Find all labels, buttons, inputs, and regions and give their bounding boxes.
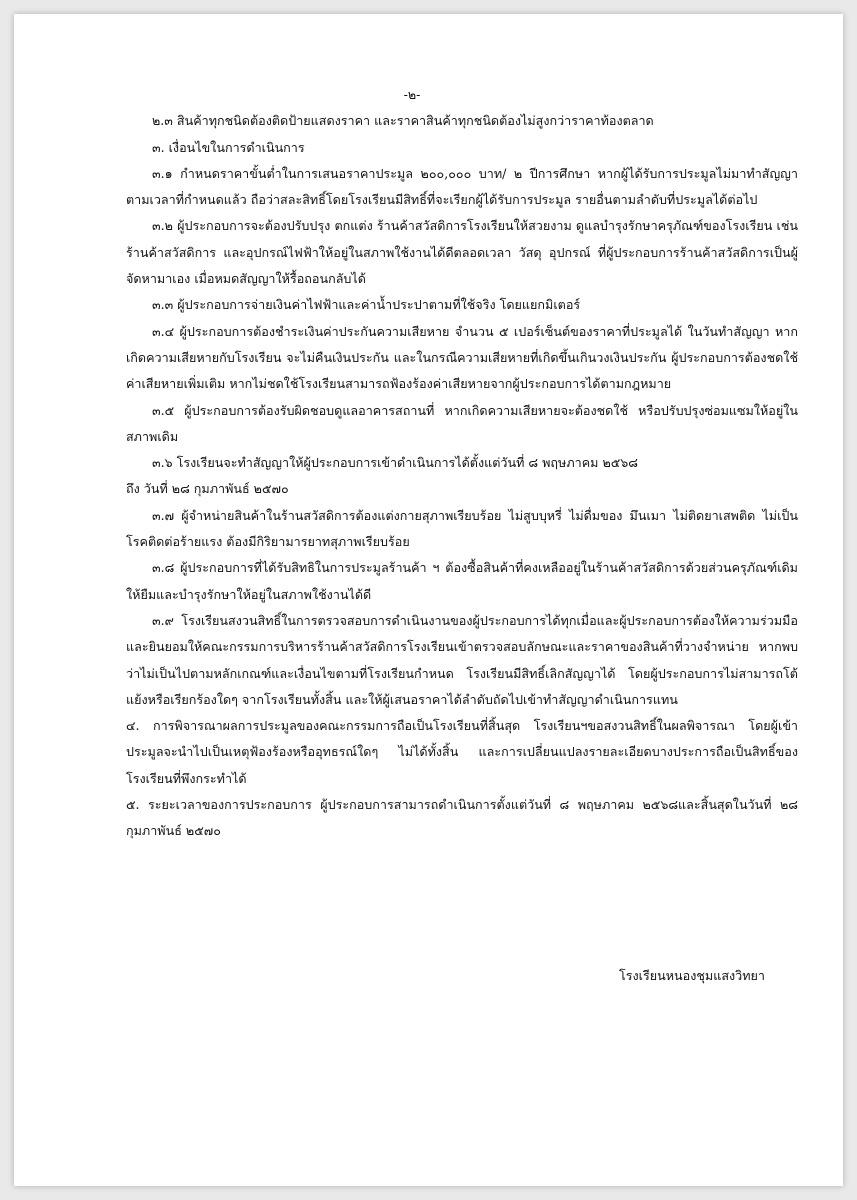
item-3-6-continued: ถึง วันที่ ๒๘ กุมภาพันธ์ ๒๕๗๐ [126, 481, 289, 497]
item-3-6: ๓.๖ โรงเรียนจะทำสัญญาให้ผู้ประกอบการเข้าดำเนินการได้ตั้งแต่วันที่ ๘ พฤษภาคม ๒๕๖๘ [152, 455, 639, 471]
item-3-8: ๓.๘ ผู้ประกอบการที่ได้รับสิทธิในการประมูลร้านค้า ฯ ต้องซื้อสินค้าที่คงเหลืออยู่ในร้านค้าสวัสดิการด้วยส่วนครุภัณฑ์เดิมให้ยืมและบำรุงรักษาให้อยู่ในสภาพใช้งานได้ดี [126, 560, 798, 602]
document-body [126, 82, 798, 845]
item-3-2: ๓.๒ ผู้ประกอบการจะต้องปรับปรุง ตกแต่ง ร้านค้าสวัสดิการโรงเรียนให้สวยงาม ดูแลบำรุงรักษาครุภัณฑ์ของโรงเรียน เช่น ร้านค้าสวัสดิการ และอุปกรณ์ไฟฟ้าให้อยู่ในสภาพใช้งานได้ดีตลอดเวลา วัสดุ อุปกรณ์ ที่ผู้ประกอบการร้านค้าสวัสดิการเป็นผู้จัดหามาเอง เมื่อหมดสัญญาให้รื้อถอนกลับได้ [126, 218, 798, 287]
item-3-9: ๓.๙ โรงเรียนสงวนสิทธิ์ในการตรวจสอบการดำเนินงานของผู้ประกอบการได้ทุกเมื่อและผู้ประกอบการต้องให้ความร่วมมือ และยินยอมให้คณะกรรมการบริหารร้านค้าสวัสดิการโรงเรียนเข้าตรวจสอบลักษณะและราคาของสินค้าที่วางจำหน่าย หากพบว่าไม่เป็นไปตามหลักเกณฑ์และเงื่อนไขตามที่โรงเรียนกำหนด โรงเรียนมีสิทธิ์เลิกสัญญาได้ โดยผู้ประกอบการไม่สามารถโต้แย้งหรือเรียกร้องใดๆ จากโรงเรียนทั้งสิ้น และให้ผู้เสนอราคาได้ลำดับถัดไปเข้าทำสัญญาดำเนินการแทน [126, 612, 798, 707]
item-3-5: ๓.๕ ผู้ประกอบการต้องรับผิดชอบดูแลอาคารสถานที่ หากเกิดความเสียหายจะต้องชดใช้ หรือปรับปรุงซ่อมแซมให้อยู่ในสภาพเดิม [126, 402, 798, 444]
section-5: ๕. ระยะเวลาของการประกอบการ ผู้ประกอบการสามารถดำเนินการตั้งแต่วันที่ ๘ พฤษภาคม ๒๕๖๘และสิ้นสุดในวันที่ ๒๘ กุมภาพันธ์ ๒๕๗๐ [126, 797, 798, 839]
item-3-4: ๓.๔ ผู้ประกอบการต้องชำระเงินค่าประกันความเสียหาย จำนวน ๕ เปอร์เซ็นต์ของราคาที่ประมูลได้ ในวันทำสัญญา หากเกิดความเสียหายกับโรงเรียน จะไม่คืนเงินประกัน และในกรณีความเสียหายที่เกิดขึ้นเกินวงเงินประกัน ผู้ประกอบการต้องชดใช้ค่าเสียหายเพิ่มเติม หากไม่ชดใช้โรงเรียนสามารถฟ้องร้องค่าเสียหายจากผู้ประกอบการได้ตามกฎหมาย [126, 323, 798, 392]
item-2-3: ๒.๓ สินค้าทุกชนิดต้องติดป้ายแสดงราคา และราคาสินค้าทุกชนิดต้องไม่สูงกว่าราคาท้องตลาด [152, 113, 654, 129]
school-signature: โรงเรียนหนองชุมแสงวิทยา [619, 968, 765, 983]
item-3-3: ๓.๓ ผู้ประกอบการจ่ายเงินค่าไฟฟ้าและค่าน้ำประปาตามที่ใช้จริง โดยแยกมิเตอร์ [152, 297, 581, 313]
item-3-7: ๓.๗ ผู้จำหน่ายสินค้าในร้านสวัสดิการต้องแต่งกายสุภาพเรียบร้อย ไม่สูบบุหรี่ ไม่ดื่มของ มึนเมา ไม่ติดยาเสพติด ไม่เป็นโรคติดต่อร้ายแรง ต้องมีกิริยามารยาทสุภาพเรียบร้อย [126, 507, 798, 550]
section-3-heading: ๓. เงื่อนไขในการดำเนินการ [152, 139, 305, 155]
item-3-1: ๓.๑ กำหนดราคาขั้นต่ำในการเสนอราคาประมูล ๒๐๐,๐๐๐ บาท/ ๒ ปีการศึกษา หากผู้ได้รับการประมูลไม่มาทำสัญญาตามเวลาที่กำหนดแล้ว ถือว่าสละสิทธิ์โดยโรงเรียนมีสิทธิ์ที่จะเรียกผู้ได้รับการประมูล รายอื่นตามลำดับที่ประมูลได้ต่อไป [126, 165, 798, 208]
section-4: ๔. การพิจารณาผลการประมูลของคณะกรรมการถือเป็นโรงเรียนที่สิ้นสุด โรงเรียนฯขอสงวนสิทธิ์ในผลพิจารณา โดยผู้เข้าประมูลจะนำไปเป็นเหตุฟ้องร้องหรืออุทธรณ์ใดๆ ไม่ได้ทั้งสิ้น และการเปลี่ยนแปลงรายละเอียดบางประการถือเป็นสิทธิ์ของโรงเรียนที่พึงกระทำได้ [126, 718, 798, 786]
document-page [14, 14, 843, 1186]
page-number: -๒- [403, 87, 421, 102]
